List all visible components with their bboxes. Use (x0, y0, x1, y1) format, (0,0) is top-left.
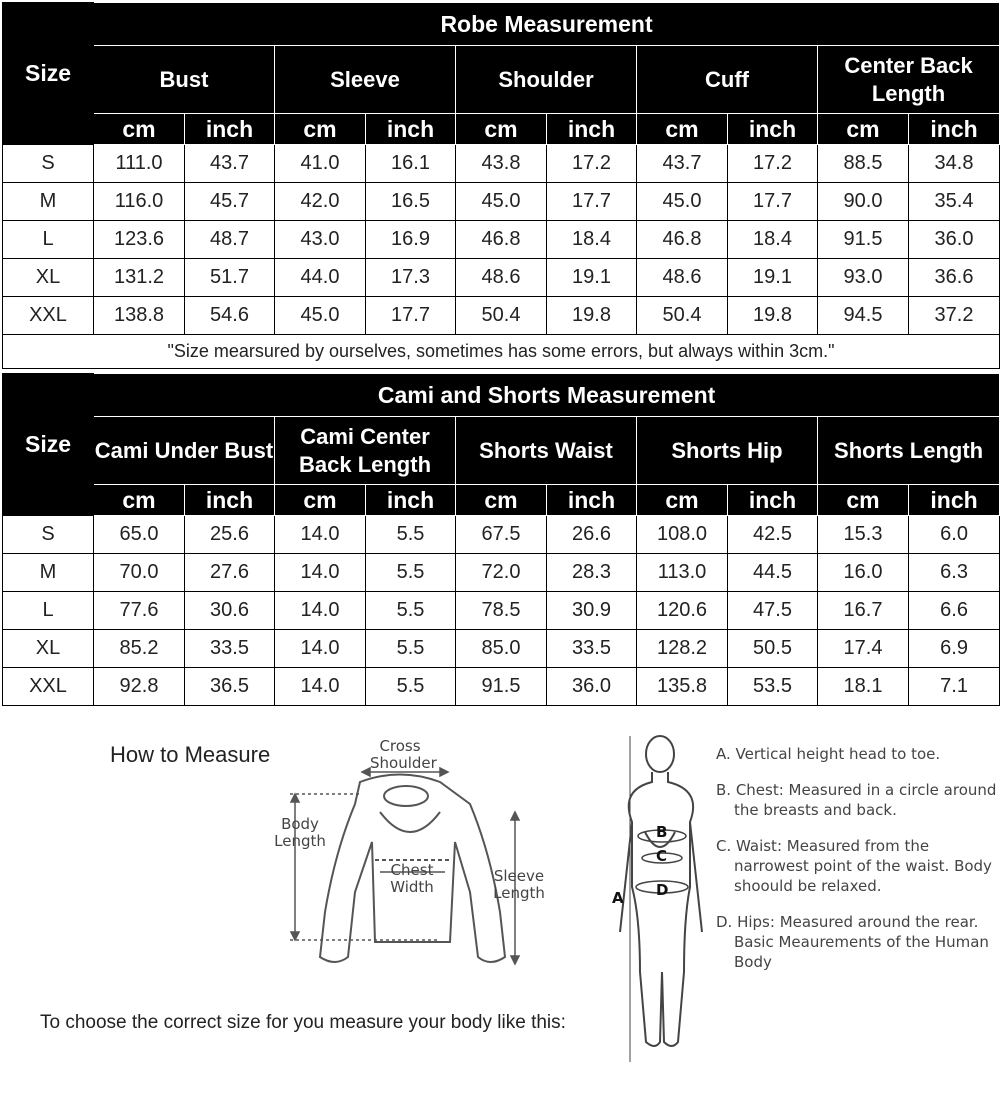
value-cell: 16.9 (366, 221, 456, 259)
value-cell: 18.4 (728, 221, 818, 259)
figure-label-d: D (656, 881, 669, 899)
unit-header: cm (94, 485, 185, 516)
value-cell: 72.0 (456, 554, 547, 592)
value-cell: 33.5 (185, 630, 275, 668)
value-cell: 17.4 (818, 630, 909, 668)
unit-header: inch (366, 485, 456, 516)
value-cell: 116.0 (94, 183, 185, 221)
value-cell: 77.6 (94, 592, 185, 630)
value-cell: 34.8 (909, 145, 1000, 183)
value-cell: 138.8 (94, 297, 185, 335)
table-row (3, 592, 1000, 630)
unit-header: cm (456, 114, 547, 145)
size-cell: S (3, 145, 94, 183)
value-cell: 30.9 (547, 592, 637, 630)
value-cell: 44.0 (275, 259, 366, 297)
guide-title: How to Measure (110, 742, 271, 767)
size-cell: XXL (3, 297, 94, 335)
value-cell: 91.5 (456, 668, 547, 706)
value-cell: 90.0 (818, 183, 909, 221)
value-cell: 6.6 (909, 592, 1000, 630)
value-cell: 14.0 (275, 516, 366, 554)
unit-header: cm (637, 114, 728, 145)
figure-label-c: C (656, 847, 668, 865)
figure-label-a: A (612, 889, 624, 907)
choose-size-instruction: To choose the correct size for you measure your body like this: (40, 1012, 566, 1033)
table-row (3, 668, 1000, 706)
value-cell: 41.0 (275, 145, 366, 183)
value-cell: 48.6 (456, 259, 547, 297)
value-cell: 113.0 (637, 554, 728, 592)
unit-header: cm (818, 485, 909, 516)
size-cell: M (3, 183, 94, 221)
unit-header: cm (456, 485, 547, 516)
body-length-label: Body Length (274, 815, 326, 851)
value-cell: 54.6 (185, 297, 275, 335)
size-cell: M (3, 554, 94, 592)
value-cell: 43.8 (456, 145, 547, 183)
size-cell: XXL (3, 668, 94, 706)
value-cell: 27.6 (185, 554, 275, 592)
table-row (3, 221, 1000, 259)
column-header: Shorts Hip (637, 417, 818, 485)
value-cell: 5.5 (366, 592, 456, 630)
value-cell: 14.0 (275, 592, 366, 630)
value-cell: 33.5 (547, 630, 637, 668)
column-header: Cami Center Back Length (275, 417, 456, 485)
value-cell: 16.0 (818, 554, 909, 592)
note-d: D. Hips: Measured around the rear. Basic Meaurements of the Human Body (716, 913, 989, 971)
unit-header: inch (185, 485, 275, 516)
note-b: B. Chest: Measured in a circle around the breasts and back. (716, 781, 997, 819)
table-row (3, 516, 1000, 554)
value-cell: 5.5 (366, 516, 456, 554)
value-cell: 42.5 (728, 516, 818, 554)
value-cell: 45.7 (185, 183, 275, 221)
value-cell: 16.5 (366, 183, 456, 221)
column-header: Shorts Waist (456, 417, 637, 485)
value-cell: 19.8 (728, 297, 818, 335)
value-cell: 35.4 (909, 183, 1000, 221)
value-cell: 92.8 (94, 668, 185, 706)
unit-header: inch (366, 114, 456, 145)
value-cell: 53.5 (728, 668, 818, 706)
value-cell: 42.0 (275, 183, 366, 221)
value-cell: 36.5 (185, 668, 275, 706)
value-cell: 51.7 (185, 259, 275, 297)
size-header: Size (3, 3, 94, 145)
value-cell: 120.6 (637, 592, 728, 630)
value-cell: 46.8 (456, 221, 547, 259)
value-cell: 46.8 (637, 221, 728, 259)
size-cell: XL (3, 630, 94, 668)
value-cell: 91.5 (818, 221, 909, 259)
value-cell: 17.2 (728, 145, 818, 183)
value-cell: 6.9 (909, 630, 1000, 668)
cross-shoulder-label: Cross Shoulder (370, 737, 437, 773)
value-cell: 17.3 (366, 259, 456, 297)
unit-header: cm (275, 485, 366, 516)
value-cell: 28.3 (547, 554, 637, 592)
value-cell: 17.2 (547, 145, 637, 183)
note-c: C. Waist: Measured from the narrowest point of the waist. Body shoould be relaxed. (716, 837, 992, 895)
measurement-note: "Size mearsured by ourselves, sometimes has some errors, but always within 3cm." (3, 335, 1000, 369)
value-cell: 36.6 (909, 259, 1000, 297)
value-cell: 123.6 (94, 221, 185, 259)
value-cell: 93.0 (818, 259, 909, 297)
value-cell: 36.0 (909, 221, 1000, 259)
unit-header: inch (728, 485, 818, 516)
value-cell: 45.0 (456, 183, 547, 221)
value-cell: 19.1 (728, 259, 818, 297)
table-row (3, 183, 1000, 221)
value-cell: 14.0 (275, 554, 366, 592)
value-cell: 50.4 (637, 297, 728, 335)
value-cell: 25.6 (185, 516, 275, 554)
unit-header: cm (94, 114, 185, 145)
value-cell: 14.0 (275, 630, 366, 668)
unit-header: inch (909, 485, 1000, 516)
value-cell: 43.7 (637, 145, 728, 183)
value-cell: 85.2 (94, 630, 185, 668)
unit-header: inch (547, 114, 637, 145)
sleeve-length-label: Sleeve Length (493, 867, 545, 903)
table-title: Cami and Shorts Measurement (94, 374, 1000, 417)
value-cell: 30.6 (185, 592, 275, 630)
value-cell: 47.5 (728, 592, 818, 630)
unit-header: cm (637, 485, 728, 516)
value-cell: 16.1 (366, 145, 456, 183)
table-row (3, 297, 1000, 335)
value-cell: 67.5 (456, 516, 547, 554)
unit-header: cm (818, 114, 909, 145)
value-cell: 108.0 (637, 516, 728, 554)
size-cell: L (3, 592, 94, 630)
value-cell: 48.6 (637, 259, 728, 297)
measurement-notes (716, 744, 1001, 988)
value-cell: 26.6 (547, 516, 637, 554)
value-cell: 88.5 (818, 145, 909, 183)
unit-header: cm (275, 114, 366, 145)
table-row (3, 259, 1000, 297)
table-row (3, 630, 1000, 668)
size-cell: XL (3, 259, 94, 297)
column-header: Center Back Length (818, 46, 1000, 114)
figure-label-b: B (656, 823, 668, 841)
value-cell: 5.5 (366, 630, 456, 668)
value-cell: 15.3 (818, 516, 909, 554)
unit-header: inch (185, 114, 275, 145)
value-cell: 94.5 (818, 297, 909, 335)
value-cell: 111.0 (94, 145, 185, 183)
value-cell: 65.0 (94, 516, 185, 554)
value-cell: 19.1 (547, 259, 637, 297)
value-cell: 5.5 (366, 554, 456, 592)
value-cell: 37.2 (909, 297, 1000, 335)
value-cell: 128.2 (637, 630, 728, 668)
column-header: Cuff (637, 46, 818, 114)
size-header: Size (3, 374, 94, 516)
value-cell: 17.7 (547, 183, 637, 221)
value-cell: 36.0 (547, 668, 637, 706)
size-cell: S (3, 516, 94, 554)
value-cell: 43.0 (275, 221, 366, 259)
value-cell: 17.7 (366, 297, 456, 335)
table-row (3, 554, 1000, 592)
unit-header: inch (728, 114, 818, 145)
value-cell: 48.7 (185, 221, 275, 259)
table-title: Robe Measurement (94, 3, 1000, 46)
size-cell: L (3, 221, 94, 259)
chest-width-label: Chest Width (390, 861, 434, 897)
value-cell: 16.7 (818, 592, 909, 630)
column-header: Shoulder (456, 46, 637, 114)
value-cell: 50.4 (456, 297, 547, 335)
column-header: Bust (94, 46, 275, 114)
table-row (3, 145, 1000, 183)
note-a: A. Vertical height head to toe. (716, 745, 941, 763)
value-cell: 5.5 (366, 668, 456, 706)
value-cell: 44.5 (728, 554, 818, 592)
column-header: Cami Under Bust (94, 417, 275, 485)
cami-shorts-measurement-table (2, 373, 1000, 706)
how-to-measure-guide (0, 712, 1001, 1099)
value-cell: 7.1 (909, 668, 1000, 706)
value-cell: 17.7 (728, 183, 818, 221)
value-cell: 6.0 (909, 516, 1000, 554)
value-cell: 70.0 (94, 554, 185, 592)
value-cell: 18.1 (818, 668, 909, 706)
value-cell: 18.4 (547, 221, 637, 259)
unit-header: inch (909, 114, 1000, 145)
column-header: Sleeve (275, 46, 456, 114)
robe-measurement-table (2, 2, 1000, 369)
column-header: Shorts Length (818, 417, 1000, 485)
value-cell: 14.0 (275, 668, 366, 706)
value-cell: 78.5 (456, 592, 547, 630)
value-cell: 45.0 (275, 297, 366, 335)
value-cell: 43.7 (185, 145, 275, 183)
value-cell: 135.8 (637, 668, 728, 706)
value-cell: 6.3 (909, 554, 1000, 592)
value-cell: 45.0 (637, 183, 728, 221)
value-cell: 131.2 (94, 259, 185, 297)
value-cell: 85.0 (456, 630, 547, 668)
value-cell: 50.5 (728, 630, 818, 668)
value-cell: 19.8 (547, 297, 637, 335)
unit-header: inch (547, 485, 637, 516)
